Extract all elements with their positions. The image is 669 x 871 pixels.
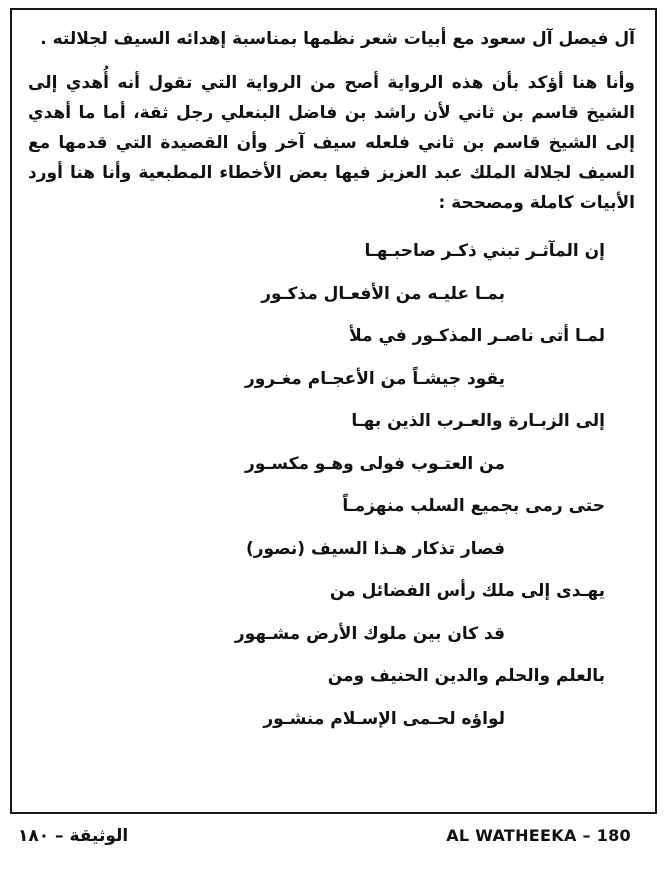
verse-line: بالعلم والحلم والدين الحنيف ومن (327, 666, 605, 686)
paragraph-1: آل فيصل آل سعود مع أبيات شعر نظمها بمناسبة إهدائه السيف لجلالته . (40, 29, 635, 49)
poem (28, 230, 635, 740)
verse-line: يقود جيشـاً من الأعجـام مغـرور (244, 368, 505, 389)
footer-page-label-arabic: الوثيقة – ١٨٠ (18, 826, 129, 846)
verse-line: لمـا أتى ناصـر المذكـور في ملأ (349, 326, 605, 346)
verse-line: يهـدى إلى ملك رأس الفضائل من (329, 581, 605, 601)
verse-line: لواؤه لحـمى الإسـلام منشـور (263, 708, 505, 729)
verse-line: إلى الزبـارة والعـرب الذين بهـا (351, 411, 605, 431)
footer-page-label-english: AL WATHEEKA – 180 (446, 826, 631, 845)
verse-line: حتى رمى بجميع السلب منهزمـاً (342, 496, 605, 516)
document-body (28, 24, 635, 740)
verse-line: إن المآثـر تبني ذكـر صاحبـهـا (364, 241, 605, 261)
verse-line: فصار تذكار هـذا السيف (نصور) (245, 538, 505, 559)
page-footer (0, 826, 669, 854)
verse-line: من العتـوب فولى وهـو مكسـور (245, 453, 505, 474)
page-border (10, 8, 657, 814)
verse-line: بمـا عليـه من الأفعـال مذكـور (261, 283, 505, 304)
paragraph-2: وأنا هنا أؤكد بأن هذه الرواية أصح من الرواية التي تقول أنه أُهدي إلى الشيخ قاسم بن ثاني لأن راشد بن فاضل البنعلي رجل ثقة، أما ما أهدي إلى الشيخ قاسم بن ثاني فلعله سيف آخر وأن القصيدة التي قدمها مع السيف لجلالة الملك عبد العزيز فيها بعض الأخطاء المطبعية وأنا هنا أورد الأبيات كاملة ومصححة : (28, 73, 635, 213)
verse-line: قد كان بين ملوك الأرض مشـهور (234, 623, 505, 644)
